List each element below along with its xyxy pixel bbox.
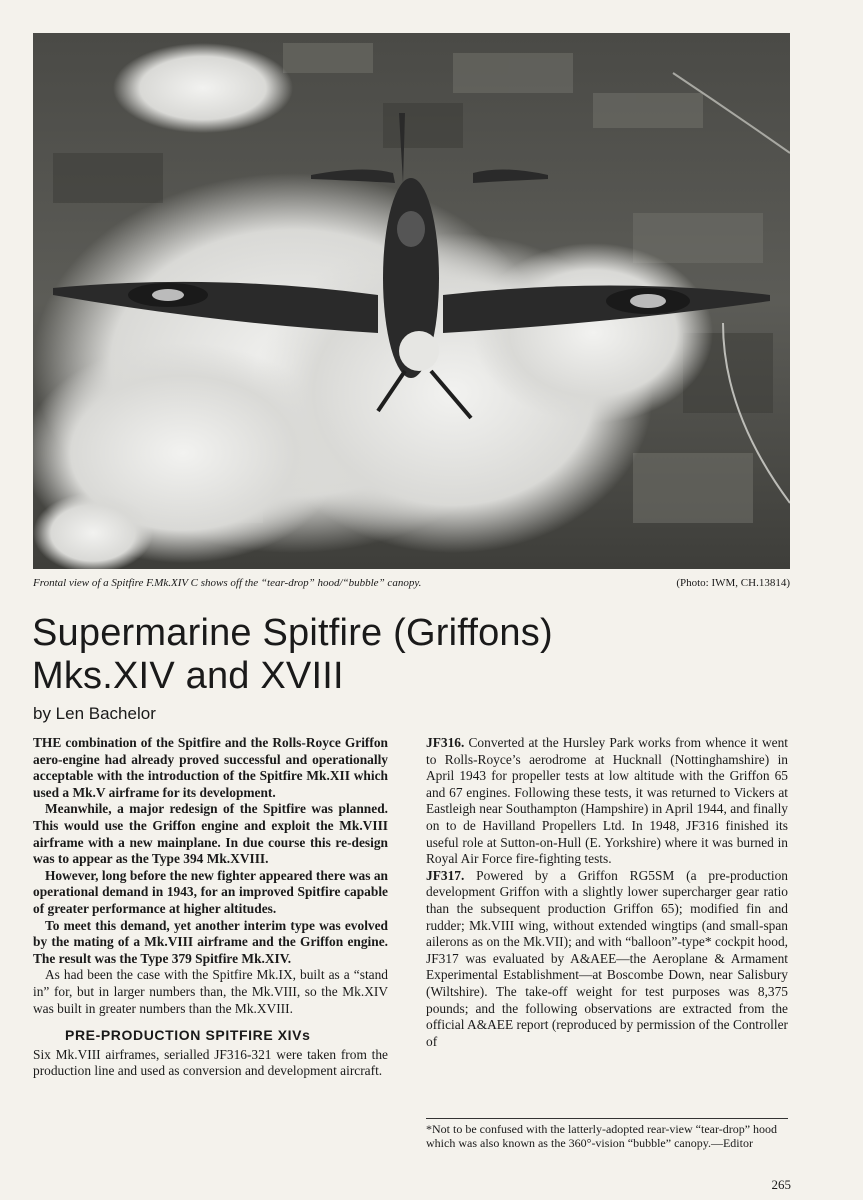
paragraph: However, long before the new fighter appeared there was an operational demand in 1943, for an improved Spitfire capable of greater performance at higher altitudes. [33, 867, 388, 916]
section-heading: PRE-PRODUCTION SPITFIRE XIVs [65, 1027, 311, 1044]
photo-credit: (Photo: IWM, CH.13814) [676, 577, 790, 589]
footnote-divider [426, 1118, 788, 1119]
paragraph-jf317 [426, 868, 788, 1051]
paragraph: As had been the case with the Spitfire Mk.IX, built as a “stand in” for, but in larger numbers than, the Mk.VIII, so the Mk.XIV was built in greater numbers than the Mk.XVIII. [33, 967, 388, 1016]
article-title [32, 612, 812, 698]
left-column [33, 735, 388, 1080]
paragraph: To meet this demand, yet another interim type was evolved by the mating of a Mk.VIII airframe and the Griffon engine. The result was the Type 379 Spitfire Mk.XIV. [33, 917, 388, 966]
right-column [426, 735, 788, 1050]
page-number: 265 [771, 1177, 791, 1192]
title-line-1: Supermarine Spitfire (Griffons) [32, 612, 553, 654]
byline: by Len Bachelor [33, 704, 156, 723]
title-line-2: Mks.XIV and XVIII [32, 655, 344, 697]
serial-label: JF316. [426, 735, 465, 750]
photo-caption [33, 576, 790, 590]
paragraph: THE combination of the Spitfire and the Rolls-Royce Griffon aero-engine had already proved successful and operationally acceptable with the introduction of the Spitfire Mk.XII which used a Mk.V airframe for its development. [33, 735, 388, 800]
spitfire-photo [33, 33, 790, 569]
paragraph: Meanwhile, a major redesign of the Spitfire was planned. This would use the Griffon engine and exploit the Mk.VIII airframe with a new mainplane. In due course this re-design was to appear as the Type 394 Mk.XVIII. [33, 801, 388, 867]
caption-text: Frontal view of a Spitfire F.Mk.XIV C shows off the “tear-drop” hood/“bubble” canopy. [33, 577, 422, 589]
aircraft-photograph [33, 33, 790, 569]
footnote: *Not to be confused with the latterly-adopted rear-view “tear-drop” hood which was also known as the 360°-vision “bubble” canopy.—Editor [426, 1122, 778, 1150]
serial-label: JF317. [426, 867, 465, 883]
paragraph-text: Converted at the Hursley Park works from whence it went to Rolls-Royce’s aerodrome at Hucknall (Nottinghamshire) in April 1943 for propeller tests at low altitude with the Griffon 65 and 67 engines. Following these tests, it was returned to Vickers at Eastleigh near Southampton (Hampshire) in April 1944, and finally on to de Havilland Propellers Ltd. In 1948, JF316 finished its useful role at Sutton-on-Hull (E. Yorkshire) where it was burned in Royal Air Force fire-fighting tests. [426, 735, 788, 867]
paragraph-jf316 [426, 735, 788, 868]
paragraph: Six Mk.VIII airframes, serialled JF316-321 were taken from the production line and used as conversion and development aircraft. [33, 1046, 388, 1079]
paragraph-text: Powered by a Griffon RG5SM (a pre-production development Griffon with a slightly lower supercharger gear ratio than the subsequent production Griffon 65); modified fin and rudder; Mk.VIII wing, without extended wingtips (and small-span ailerons as on the Mk.VII); and with “balloon”-type* cockpit hood, JF317 was evaluated by A&AEE—the Aeroplane & Armament Experimental Establishment—at Boscombe Down, near Salisbury (Wiltshire). The take-off weight for test purposes was 8,375 pounds; and the following observations are extracted from the official A&AEE report (reproduced by permission of the Controller of [426, 867, 788, 1049]
